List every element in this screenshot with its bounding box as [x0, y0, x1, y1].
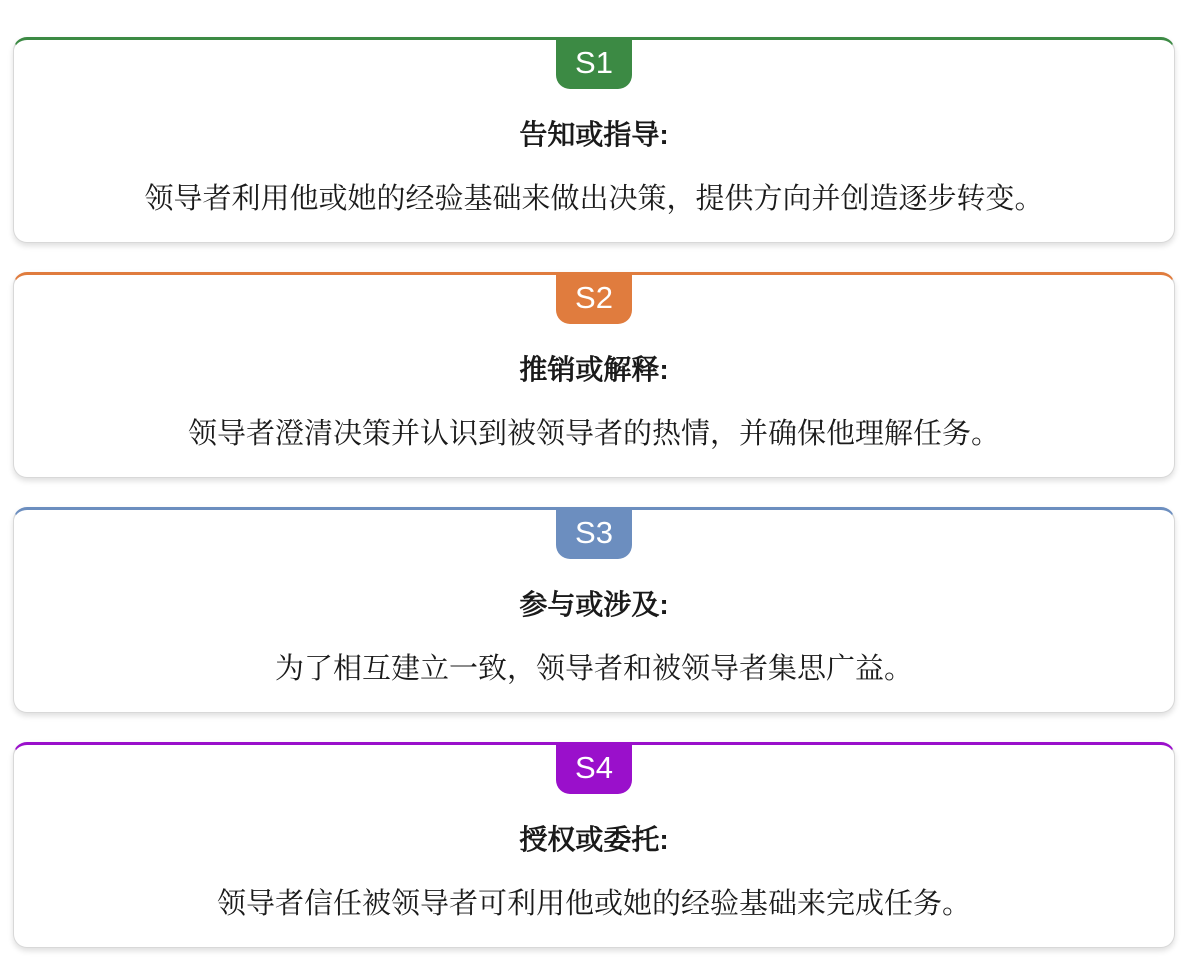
stage-description-s1: 领导者利用他或她的经验基础来做出决策，提供方向并创造逐步转变。: [144, 183, 1044, 215]
stage-card-s3: [13, 507, 1175, 713]
stage-card-s4: [13, 742, 1175, 948]
stage-title-s4: 授权或委托:: [519, 824, 669, 855]
stage-card-s1: [13, 37, 1175, 243]
stage-description-s3: 为了相互建立一致，领导者和被领导者集思广益。: [274, 653, 913, 685]
stage-card-s2: [13, 272, 1175, 478]
stage-badge-s4: S4: [556, 742, 632, 794]
stage-title-s1: 告知或指导:: [519, 119, 669, 150]
stage-badge-s1: S1: [556, 37, 632, 89]
stage-title-s3: 参与或涉及:: [519, 589, 669, 620]
stage-description-s2: 领导者澄清决策并认识到被领导者的热情，并确保他理解任务。: [187, 418, 1000, 450]
stage-badge-s3: S3: [556, 507, 632, 559]
stage-badge-s2: S2: [556, 272, 632, 324]
stage-description-s4: 领导者信任被领导者可利用他或她的经验基础来完成任务。: [216, 888, 971, 920]
stage-title-s2: 推销或解释:: [519, 354, 669, 385]
